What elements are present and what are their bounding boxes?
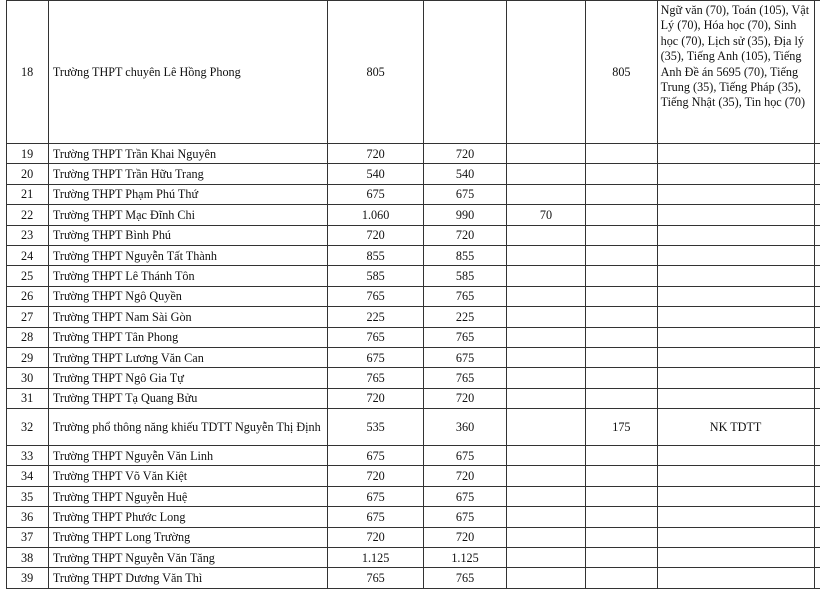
extra-quota [506,388,585,408]
total-quota: 765 [327,568,423,588]
subject-note [657,388,814,408]
subject-note [657,184,814,204]
specialized-quota [586,286,658,306]
table-row [7,307,820,327]
table-edge-cell [814,507,820,527]
subject-note [657,527,814,547]
specialized-quota [586,327,658,347]
total-quota: 720 [327,388,423,408]
row-number: 35 [7,486,49,506]
regular-quota: 675 [424,446,506,466]
subject-note [657,266,814,286]
table-edge-cell [814,486,820,506]
extra-quota [506,1,585,144]
regular-quota: 585 [424,266,506,286]
table-row [7,527,820,547]
table-edge-cell [814,446,820,466]
total-quota: 720 [327,527,423,547]
row-number: 25 [7,266,49,286]
subject-note [657,466,814,486]
table-edge-cell [814,184,820,204]
total-quota: 765 [327,286,423,306]
school-name: Trường THPT Ngô Quyền [48,286,327,306]
subject-note [657,368,814,388]
extra-quota [506,144,585,164]
regular-quota: 540 [424,164,506,184]
table-row [7,286,820,306]
regular-quota: 990 [424,205,506,225]
subject-note [657,507,814,527]
subject-note [657,245,814,265]
school-name: Trường THPT Lương Văn Can [48,347,327,367]
subject-note: Ngữ văn (70), Toán (105), Vật Lý (70), Hóa học (70), Sinh học (70), Lịch sử (35), Địa lý (35), Tiếng Anh (105), Tiếng Anh Đề án 5695 (70), Tiếng Trung (35), Tiếng Pháp (35), Tiếng Nhật (35), Tin học (70) [657,1,814,144]
regular-quota: 225 [424,307,506,327]
extra-quota [506,307,585,327]
table-row [7,388,820,408]
total-quota: 540 [327,164,423,184]
school-name: Trường THPT Bình Phú [48,225,327,245]
extra-quota [506,409,585,446]
extra-quota [506,368,585,388]
subject-note [657,486,814,506]
enrollment-table [6,0,820,589]
school-name: Trường THPT Võ Văn Kiệt [48,466,327,486]
subject-note [657,144,814,164]
subject-note [657,225,814,245]
row-number: 24 [7,245,49,265]
table-row [7,1,820,144]
subject-note [657,286,814,306]
row-number: 31 [7,388,49,408]
table-row [7,548,820,568]
school-name: Trường THPT Phạm Phú Thứ [48,184,327,204]
row-number: 27 [7,307,49,327]
school-name: Trường THPT Dương Văn Thì [48,568,327,588]
specialized-quota [586,164,658,184]
table-row [7,568,820,588]
school-name: Trường THPT Nguyễn Văn Tăng [48,548,327,568]
total-quota: 675 [327,347,423,367]
extra-quota [506,446,585,466]
table-edge-cell [814,388,820,408]
table-edge-cell [814,347,820,367]
specialized-quota [586,144,658,164]
specialized-quota [586,507,658,527]
school-name: Trường THPT Nam Sài Gòn [48,307,327,327]
table-row [7,205,820,225]
school-name: Trường THPT Nguyễn Văn Linh [48,446,327,466]
total-quota: 805 [327,1,423,144]
subject-note [657,164,814,184]
total-quota: 675 [327,507,423,527]
specialized-quota [586,266,658,286]
table-edge-cell [814,568,820,588]
regular-quota: 1.125 [424,548,506,568]
table-edge-cell [814,164,820,184]
extra-quota [506,548,585,568]
school-name: Trường THPT Tạ Quang Bửu [48,388,327,408]
total-quota: 225 [327,307,423,327]
table-row [7,225,820,245]
subject-note [657,446,814,466]
row-number: 18 [7,1,49,144]
extra-quota [506,184,585,204]
extra-quota [506,225,585,245]
table-edge-cell [814,225,820,245]
table-edge-cell [814,205,820,225]
row-number: 38 [7,548,49,568]
regular-quota: 765 [424,568,506,588]
total-quota: 585 [327,266,423,286]
total-quota: 1.060 [327,205,423,225]
row-number: 22 [7,205,49,225]
table-edge-cell [814,266,820,286]
regular-quota: 675 [424,507,506,527]
specialized-quota [586,307,658,327]
row-number: 23 [7,225,49,245]
specialized-quota: 805 [586,1,658,144]
school-name: Trường THPT Nguyễn Huệ [48,486,327,506]
total-quota: 720 [327,144,423,164]
row-number: 28 [7,327,49,347]
subject-note [657,568,814,588]
regular-quota: 360 [424,409,506,446]
table-row [7,466,820,486]
specialized-quota [586,347,658,367]
school-name: Trường THPT Tân Phong [48,327,327,347]
row-number: 33 [7,446,49,466]
extra-quota [506,527,585,547]
specialized-quota [586,225,658,245]
table-row [7,409,820,446]
extra-quota [506,347,585,367]
subject-note [657,307,814,327]
subject-note [657,347,814,367]
total-quota: 535 [327,409,423,446]
school-name: Trường THPT Lê Thánh Tôn [48,266,327,286]
regular-quota: 720 [424,527,506,547]
school-name: Trường phổ thông năng khiếu TDTT Nguyễn Thị Định [48,409,327,446]
specialized-quota [586,527,658,547]
regular-quota: 675 [424,486,506,506]
total-quota: 720 [327,466,423,486]
table-row [7,164,820,184]
row-number: 21 [7,184,49,204]
table-edge-cell [814,409,820,446]
specialized-quota [586,245,658,265]
regular-quota: 765 [424,368,506,388]
table-edge-cell [814,245,820,265]
table-row [7,144,820,164]
table-row [7,446,820,466]
table-row [7,266,820,286]
table-edge-cell [814,327,820,347]
table-row [7,347,820,367]
regular-quota: 720 [424,225,506,245]
table-row [7,245,820,265]
extra-quota: 70 [506,205,585,225]
extra-quota [506,327,585,347]
table-edge-cell [814,286,820,306]
total-quota: 1.125 [327,548,423,568]
regular-quota: 720 [424,144,506,164]
specialized-quota [586,368,658,388]
row-number: 37 [7,527,49,547]
extra-quota [506,568,585,588]
specialized-quota [586,466,658,486]
total-quota: 675 [327,184,423,204]
row-number: 39 [7,568,49,588]
school-name: Trường THPT Ngô Gia Tự [48,368,327,388]
school-name: Trường THPT Trần Khai Nguyên [48,144,327,164]
table-edge-cell [814,548,820,568]
row-number: 32 [7,409,49,446]
document-page [6,0,820,589]
specialized-quota [586,568,658,588]
table-edge-cell [814,368,820,388]
extra-quota [506,466,585,486]
table-row [7,184,820,204]
regular-quota: 675 [424,347,506,367]
extra-quota [506,245,585,265]
table-edge-cell [814,1,820,144]
extra-quota [506,486,585,506]
regular-quota: 855 [424,245,506,265]
extra-quota [506,164,585,184]
row-number: 19 [7,144,49,164]
table-edge-cell [814,466,820,486]
row-number: 36 [7,507,49,527]
row-number: 30 [7,368,49,388]
school-name: Trường THPT Long Trường [48,527,327,547]
regular-quota: 720 [424,388,506,408]
school-name: Trường THPT chuyên Lê Hồng Phong [48,1,327,144]
subject-note [657,205,814,225]
subject-note [657,327,814,347]
table-row [7,486,820,506]
table-body [7,1,820,589]
extra-quota [506,507,585,527]
table-row [7,368,820,388]
specialized-quota [586,548,658,568]
total-quota: 675 [327,486,423,506]
row-number: 29 [7,347,49,367]
table-edge-cell [814,527,820,547]
table-row [7,327,820,347]
school-name: Trường THPT Trần Hữu Trang [48,164,327,184]
extra-quota [506,286,585,306]
specialized-quota [586,184,658,204]
total-quota: 765 [327,327,423,347]
regular-quota [424,1,506,144]
total-quota: 855 [327,245,423,265]
row-number: 26 [7,286,49,306]
total-quota: 765 [327,368,423,388]
total-quota: 720 [327,225,423,245]
regular-quota: 720 [424,466,506,486]
regular-quota: 675 [424,184,506,204]
subject-note [657,548,814,568]
table-edge-cell [814,144,820,164]
school-name: Trường THPT Nguyễn Tất Thành [48,245,327,265]
subject-note: NK TDTT [657,409,814,446]
school-name: Trường THPT Mạc Đĩnh Chi [48,205,327,225]
school-name: Trường THPT Phước Long [48,507,327,527]
row-number: 34 [7,466,49,486]
specialized-quota: 175 [586,409,658,446]
regular-quota: 765 [424,286,506,306]
specialized-quota [586,388,658,408]
regular-quota: 765 [424,327,506,347]
total-quota: 675 [327,446,423,466]
row-number: 20 [7,164,49,184]
specialized-quota [586,446,658,466]
specialized-quota [586,205,658,225]
table-edge-cell [814,307,820,327]
table-row [7,507,820,527]
extra-quota [506,266,585,286]
specialized-quota [586,486,658,506]
